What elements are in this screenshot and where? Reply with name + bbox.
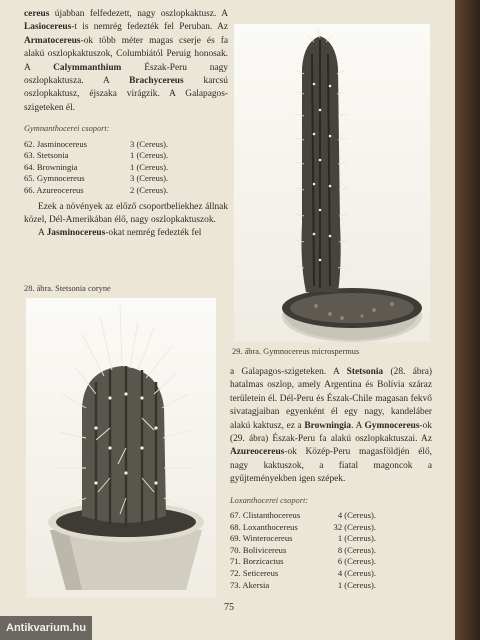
genus-count: 1 (Cereus). bbox=[130, 150, 169, 161]
table-row bbox=[230, 580, 376, 592]
genus-count: 32 (Cereus). bbox=[333, 521, 376, 532]
genus-name: 66. Azureocereus bbox=[24, 185, 84, 196]
genus-count: 3 (Cereus). bbox=[130, 173, 169, 184]
genus-count: 4 (Cereus). bbox=[337, 568, 376, 579]
genus-name: 67. Clistanthocereus bbox=[230, 510, 301, 521]
left-paragraph-1: cereus újabban felfedezett, nagy oszlopkaktusz. A Lasiocereus-t is nemrég fedezték fel Peruban. Az Armatocereus-ok több méter magas cserje és fa alakú oszlopkaktuszok, Columbiától Peruig honosak. A Calymmanthium Észak-Peru nagy oszlopkaktusza. A Brachycereus karcsú oszlopkaktusz, éjszaka virágzik. A Galapagos-szigeteken él. bbox=[24, 9, 228, 113]
table-row bbox=[24, 185, 168, 197]
gymnanthocerei-group-title: Gymnanthocerei csoport: bbox=[24, 124, 110, 134]
table-row bbox=[24, 150, 168, 162]
genus-name: 73. Akersia bbox=[230, 579, 270, 590]
left-text-column bbox=[24, 8, 228, 241]
genus-count: 2 (Cereus). bbox=[130, 185, 169, 196]
table-row bbox=[230, 510, 376, 522]
table-row bbox=[24, 139, 168, 151]
gymnocereus-cactus-illustration bbox=[234, 24, 430, 342]
genus-name: 68. Loxanthocereus bbox=[230, 521, 298, 532]
genus-count: 4 (Cereus). bbox=[337, 510, 376, 521]
figure-29-caption: 29. ábra. Gymnocereus microspermus bbox=[232, 347, 360, 356]
genus-count: 1 (Cereus). bbox=[130, 161, 169, 172]
page-number: 75 bbox=[224, 602, 234, 613]
gymnanthocerei-genera-table bbox=[24, 139, 168, 197]
loxanthocerei-group-title: Loxanthocerei csoport: bbox=[230, 495, 309, 505]
table-row bbox=[230, 556, 376, 568]
genus-name: 65. Gymnocereus bbox=[24, 173, 85, 184]
table-row bbox=[230, 568, 376, 580]
book-spine-edge bbox=[455, 0, 480, 640]
figure-28-caption: 28. ábra. Stetsonia coryne bbox=[24, 284, 111, 293]
genus-count: 3 (Cereus). bbox=[130, 138, 169, 149]
genus-name: 70. Bolivicereus bbox=[230, 544, 287, 555]
left-paragraph-2: Ezek a növények az előző csoportbeliekhez állnak közel, Dél-Amerikában élő, nagy oszlopkaktuszok. bbox=[24, 201, 228, 226]
figure-29-photo bbox=[234, 24, 430, 342]
genus-name: 71. Borzicactus bbox=[230, 556, 284, 567]
table-row bbox=[230, 522, 376, 534]
table-row bbox=[24, 173, 168, 185]
watermark: Antikvarium.hu bbox=[0, 616, 92, 640]
table-row bbox=[24, 162, 168, 174]
genus-count: 8 (Cereus). bbox=[337, 544, 376, 555]
table-row bbox=[230, 533, 376, 545]
genus-name: 64. Browningia bbox=[24, 161, 78, 172]
right-text-column bbox=[230, 366, 432, 591]
stetsonia-cactus-illustration bbox=[26, 298, 216, 598]
genus-name: 72. Seticereus bbox=[230, 568, 279, 579]
figure-28-photo bbox=[26, 298, 216, 598]
table-row bbox=[230, 545, 376, 557]
right-paragraph-1: a Galapagos-szigeteken. A Stetsonia (28. ábra) hatalmas oszlop, amely Argentina és Bolívia száraz területein él. Dél-Peru és Észak-Chile magasan fekvő sivatagjaiban egyenként él egy nagy, kandeláber alakú kaktusz, ez a Browningia. A Gymnocereus-ok (29. ábra) Észak-Peru fa alakú oszlopkaktuszai. Az Azureocereus-ok Közép-Peru magasföldjén élő, nagy kaktuszok, a fiatal magoncok a gyűjteményekben igen szépek. bbox=[230, 367, 432, 485]
genus-name: 62. Jasminocereus bbox=[24, 138, 88, 149]
genus-name: 69. Winterocereus bbox=[230, 533, 293, 544]
loxanthocerei-genera-table bbox=[230, 510, 376, 591]
genus-name: 63. Stetsonia bbox=[24, 150, 69, 161]
left-paragraph-3: A Jasminocereus-okat nemrég fedezték fel bbox=[38, 228, 202, 239]
genus-count: 1 (Cereus). bbox=[337, 579, 376, 590]
genus-count: 6 (Cereus). bbox=[337, 556, 376, 567]
genus-count: 1 (Cereus). bbox=[337, 533, 376, 544]
